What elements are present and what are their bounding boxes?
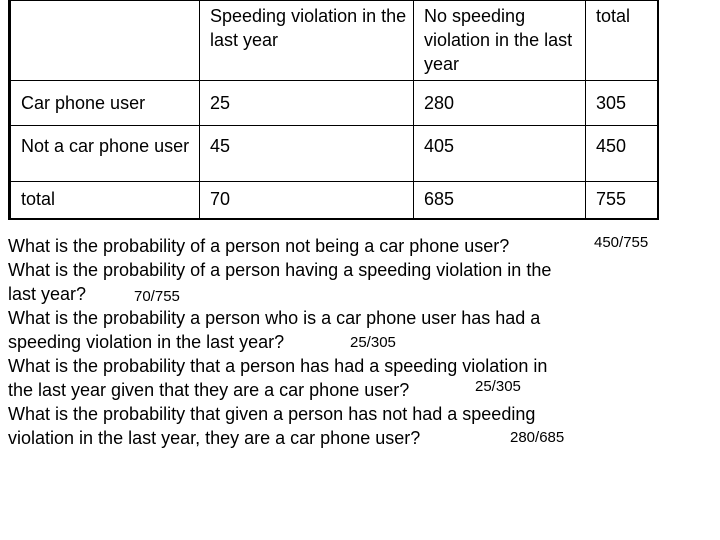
question-1-line-1: What is the probability of a person not being a car phone user?: [8, 236, 510, 256]
row-label: total: [11, 182, 200, 219]
contingency-table: [10, 0, 658, 219]
question-2-line-2: last year?: [8, 284, 87, 304]
header-cell-speeding: Speeding violation in the last year: [200, 1, 414, 81]
answer-5: 280/685: [510, 429, 565, 446]
answer-4: 25/305: [475, 378, 521, 395]
question-4-line-1: What is the probability that a person has had a speeding violation in: [8, 356, 548, 376]
table-row: [11, 182, 658, 219]
table-row: [11, 81, 658, 126]
answer-2: 70/755: [134, 288, 180, 305]
table-cell: 70: [200, 182, 414, 219]
table-header-row: [11, 1, 658, 81]
question-5-line-1: What is the probability that given a person has not had a speeding: [8, 404, 536, 424]
question-4-line-2: the last year given that they are a car phone user?: [8, 380, 410, 400]
question-5-line-2: violation in the last year, they are a car phone user?: [8, 428, 421, 448]
table-row: [11, 126, 658, 182]
table-cell: 685: [414, 182, 586, 219]
table-cell: 755: [586, 182, 658, 219]
table-cell: 280: [414, 81, 586, 126]
answer-1: 450/755: [594, 234, 649, 251]
table-cell: 305: [586, 81, 658, 126]
question-3-line-2: speeding violation in the last year?: [8, 332, 285, 352]
header-cell-empty: [11, 1, 200, 81]
row-label: Not a car phone user: [11, 126, 200, 182]
table-cell: 45: [200, 126, 414, 182]
table-cell: 450: [586, 126, 658, 182]
answer-3: 25/305: [350, 334, 396, 351]
question-2-line-1: What is the probability of a person having a speeding violation in the: [8, 260, 552, 280]
question-3-line-1: What is the probability a person who is a car phone user has had a: [8, 308, 541, 328]
header-cell-no-speeding: No speeding violation in the last year: [414, 1, 586, 81]
header-cell-total: total: [586, 1, 658, 81]
table-cell: 25: [200, 81, 414, 126]
row-label: Car phone user: [11, 81, 200, 126]
table-cell: 405: [414, 126, 586, 182]
